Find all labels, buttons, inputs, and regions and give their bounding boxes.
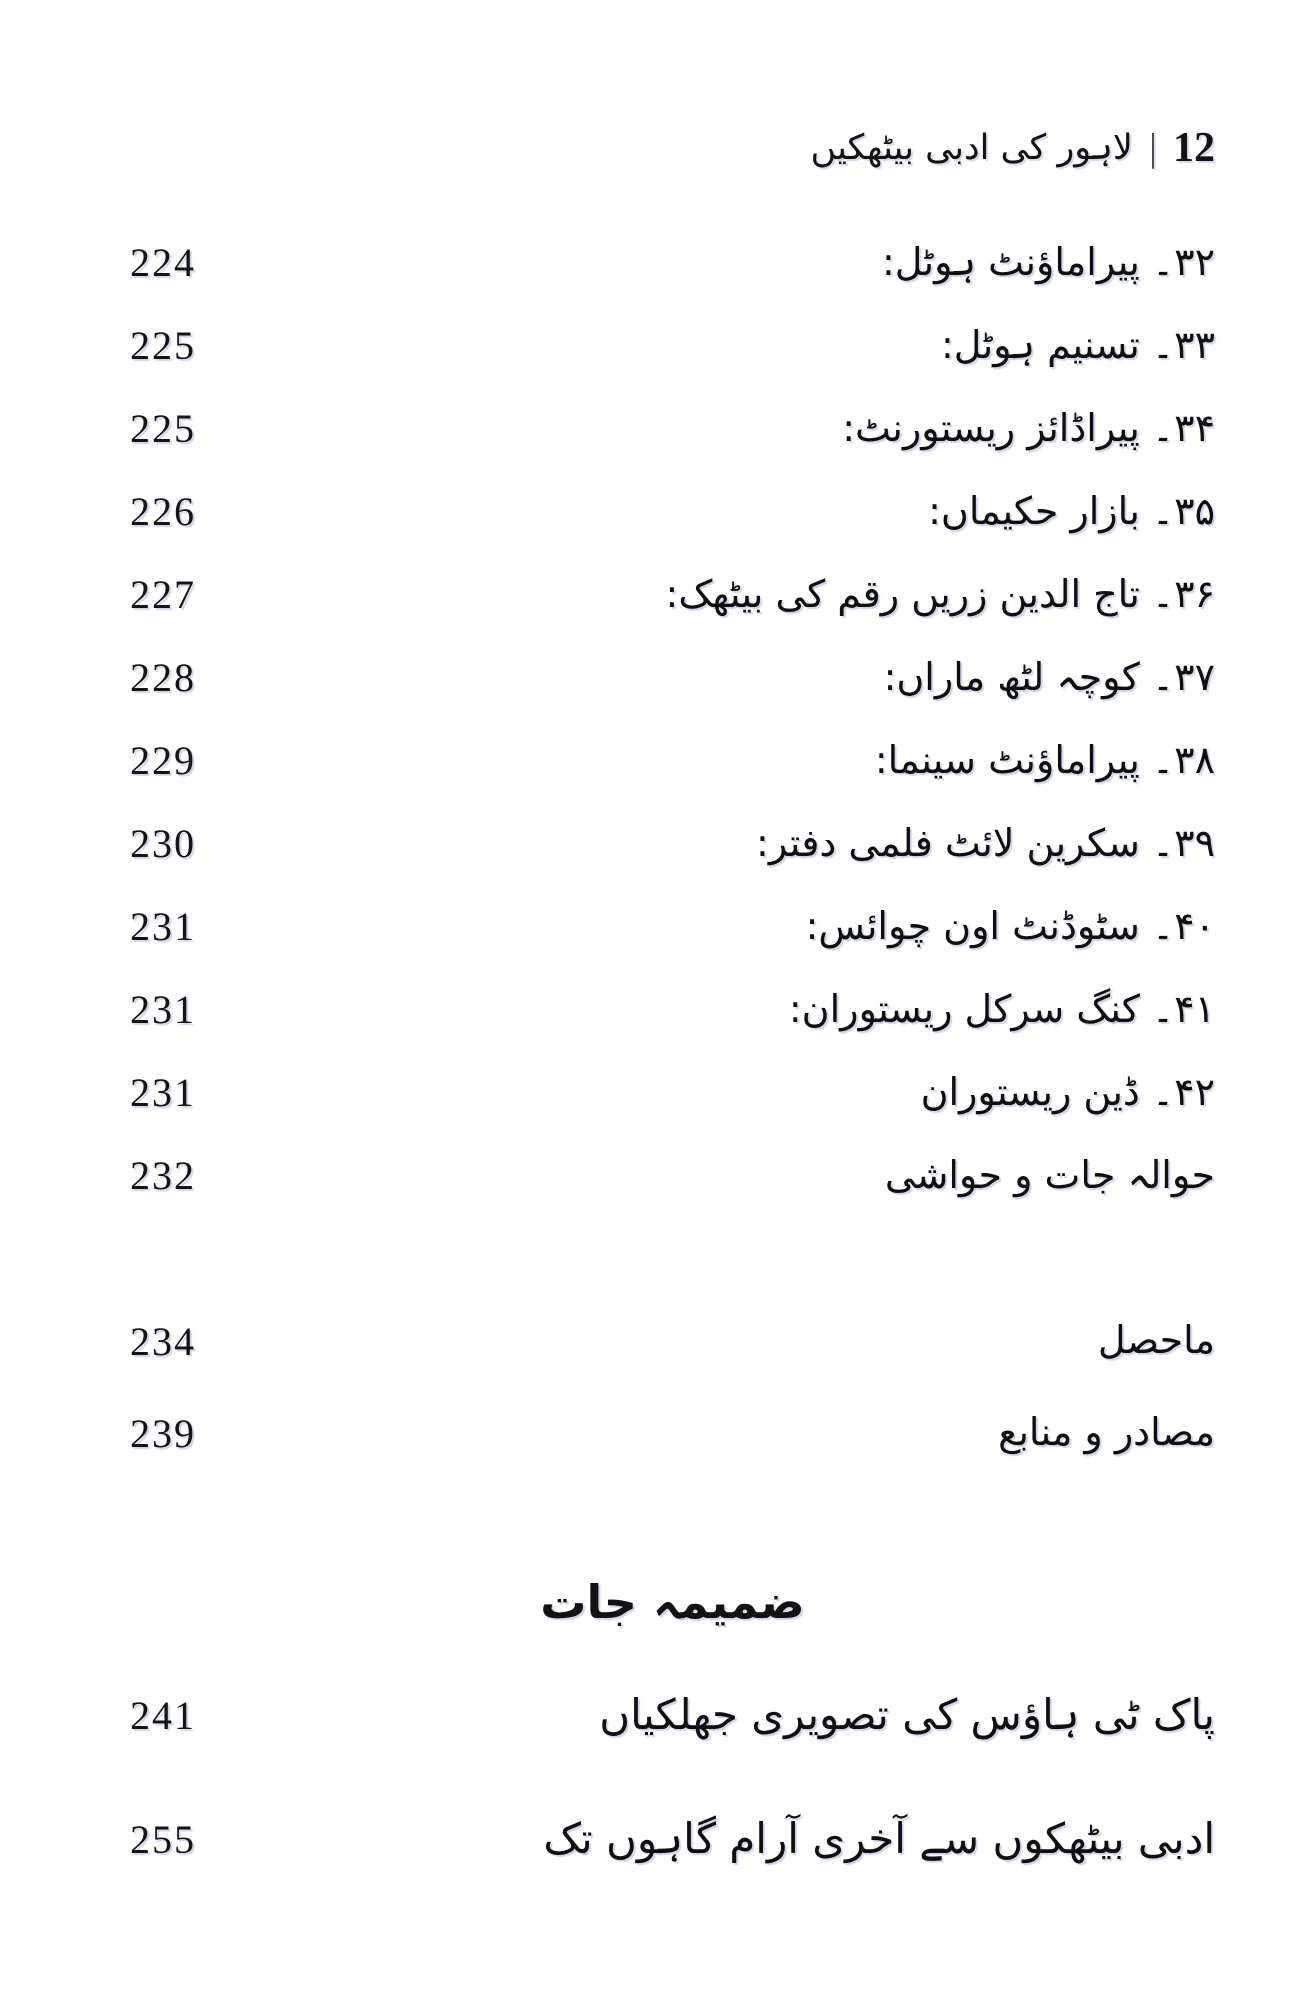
entry-page-number: 232 [130,1153,196,1198]
entry-page-number: 241 [130,1692,196,1738]
toc-summary-list [130,1295,1215,1479]
toc-entry-row [130,1295,1215,1387]
toc-entry-row [130,553,1215,636]
toc-entry-row [130,221,1215,304]
toc-entry-row [130,304,1215,387]
entry-page-number: 230 [130,821,196,866]
entry-page-number: 224 [130,240,196,285]
entry-label: ۳۸۔ پیراماؤنٹ سینما: [874,737,1215,782]
toc-entry-row [130,885,1215,968]
entry-label: ۳۵۔ بازار حکیماں: [928,488,1215,533]
entry-label: ۳۷۔ کوچہ لٹھ ماراں: [883,654,1215,699]
entry-label: ۳۲۔ پیراماؤنٹ ہوٹل: [881,239,1215,284]
entry-label: ۳۴۔ پیراڈائز ریستورنٹ: [842,405,1215,450]
page-header [130,118,1215,178]
entry-label: ۳۶۔ تاج الدین زریں رقم کی بیٹھک: [665,571,1215,616]
entry-page-number: 225 [130,406,196,451]
toc-entry-row [130,1777,1215,1901]
entry-label: ادبی بیٹھکوں سے آخری آرام گاہوں تک [543,1813,1215,1863]
toc-entry-row [130,387,1215,470]
entry-page-number: 226 [130,489,196,534]
toc-entry-row [130,1051,1215,1134]
toc-entry-row [130,1134,1215,1217]
running-head-separator: | [1146,127,1159,169]
entry-label: پاک ٹی ہاؤس کی تصویری جھلکیاں [599,1689,1215,1739]
entry-page-number: 234 [130,1318,196,1364]
toc-entry-row [130,802,1215,885]
entry-page-number: 228 [130,655,196,700]
toc-entry-row [130,1387,1215,1479]
entry-page-number: 225 [130,323,196,368]
running-head-book-title: لاہور کی ادبی بیٹھکیں [810,128,1133,168]
toc-entry-row [130,636,1215,719]
toc-entry-row [130,1653,1215,1777]
entry-page-number: 227 [130,572,196,617]
entry-label: ماحصل [1097,1318,1215,1363]
entry-page-number: 231 [130,904,196,949]
entry-page-number: 231 [130,987,196,1032]
entry-page-number: 239 [130,1410,196,1456]
entry-label: ۳۳۔ تسنیم ہوٹل: [940,322,1215,367]
entry-page-number: 231 [130,1070,196,1115]
appendix-section-heading: ضمیمہ جات [540,1575,805,1629]
entry-label: ۴۲۔ ڈین ریستوران [920,1069,1215,1114]
entry-page-number: 229 [130,738,196,783]
entry-page-number: 255 [130,1816,196,1862]
entry-label: حوالہ جات و حواشی [884,1152,1215,1197]
toc-entry-row [130,719,1215,802]
entry-label: ۴۱۔ کنگ سرکل ریستوران: [788,986,1215,1031]
entry-label: ۳۹۔ سکرین لائٹ فلمی دفتر: [756,820,1215,865]
entry-label: ۴۰۔ سٹوڈنٹ اون چوائس: [805,903,1215,948]
toc-entry-row [130,470,1215,553]
toc-appendix-list [130,1653,1215,1901]
running-head [810,124,1215,172]
running-head-page-number: 12 [1173,125,1215,171]
toc-entry-row [130,968,1215,1051]
entry-label: مصادر و منابع [998,1410,1215,1455]
toc-main-list [130,221,1215,1217]
